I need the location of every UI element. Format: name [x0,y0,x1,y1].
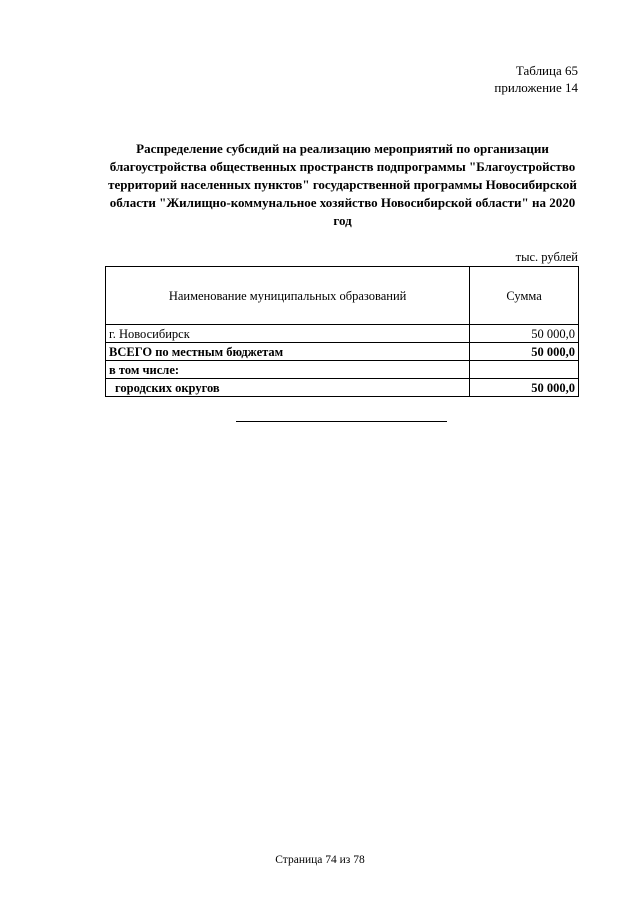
row-name: г. Новосибирск [106,325,470,343]
title-line: Распределение субсидий на реализацию мероприятий по организации [136,141,549,156]
row-sum: 50 000,0 [470,379,579,397]
row-sum [470,361,579,379]
table-row [106,379,579,397]
table-header-row [106,267,579,325]
row-name: городских округов [106,379,470,397]
units-label: тыс. рублей [515,250,578,264]
table-row-total [106,343,579,361]
row-sum: 50 000,0 [470,343,579,361]
table-row-subheading [106,361,579,379]
row-name: в том числе: [106,361,470,379]
row-sum: 50 000,0 [470,325,579,343]
divider-line [236,421,447,422]
title-line: год [333,213,352,228]
document-title [100,140,585,230]
column-header-sum: Сумма [470,267,579,325]
appendix-label: приложение 14 [494,80,578,95]
title-line: благоустройства общественных пространств подпрограммы "Благоустройство [109,159,576,174]
subsidy-table [105,266,579,397]
page-number: Страница 74 из 78 [275,854,365,866]
header-right [494,62,578,96]
row-name: ВСЕГО по местным бюджетам [106,343,470,361]
table-row [106,325,579,343]
title-line: области "Жилищно-коммунальное хозяйство Новосибирской области" на 2020 [109,195,576,210]
title-line: территорий населенных пунктов" государственной программы Новосибирской [108,177,577,192]
column-header-name: Наименование муниципальных образований [106,267,470,325]
table-number: Таблица 65 [515,63,578,78]
